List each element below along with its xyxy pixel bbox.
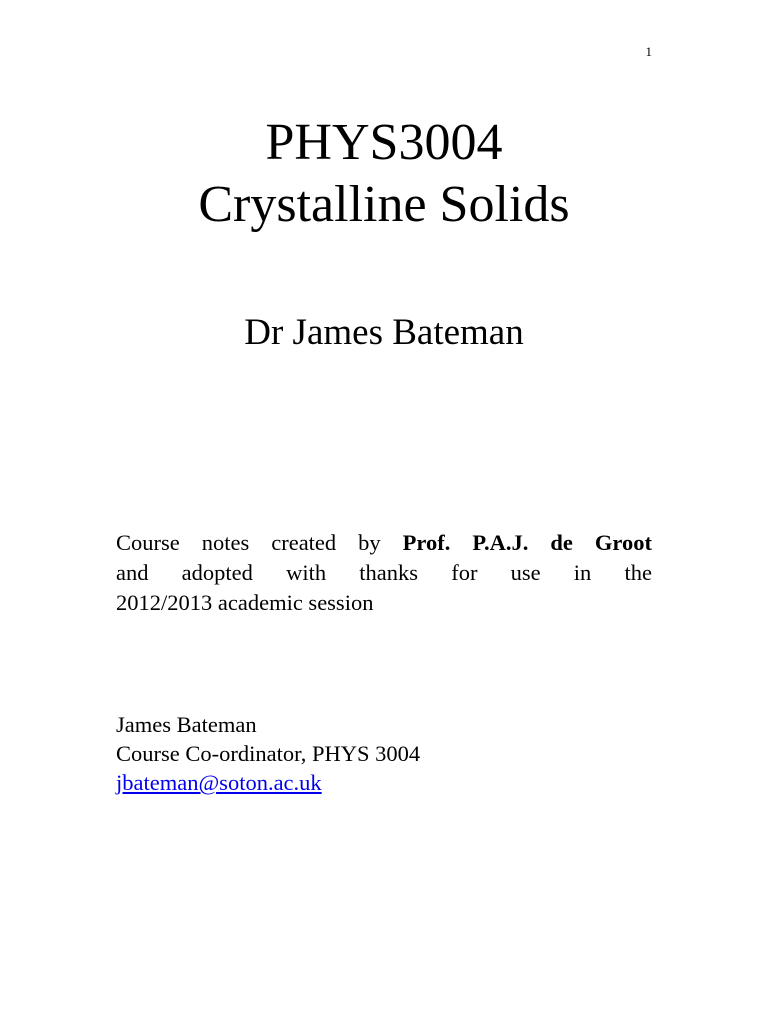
- credit-paragraph: [116, 528, 652, 618]
- contact-role: Course Co-ordinator, PHYS 3004: [116, 741, 421, 766]
- lecturer-name: Dr James Bateman: [244, 312, 524, 353]
- contact-block: [116, 710, 652, 797]
- contact-email-link[interactable]: jbateman@soton.ac.uk: [116, 770, 322, 795]
- contact-name: James Bateman: [116, 712, 257, 737]
- credit-line-2: and adopted with thanks for use in the: [116, 560, 652, 585]
- credit-prefix: Course notes created by: [116, 530, 403, 555]
- title-block: [0, 112, 768, 236]
- credit-line-1: [116, 528, 652, 558]
- course-code: PHYS3004: [265, 114, 503, 171]
- contact-email-line: [116, 768, 652, 797]
- page-number: 1: [645, 44, 652, 59]
- course-title: Crystalline Solids: [198, 176, 570, 233]
- credit-author: Prof. P.A.J. de Groot: [402, 530, 652, 555]
- credit-line-3: 2012/2013 academic session: [116, 590, 374, 615]
